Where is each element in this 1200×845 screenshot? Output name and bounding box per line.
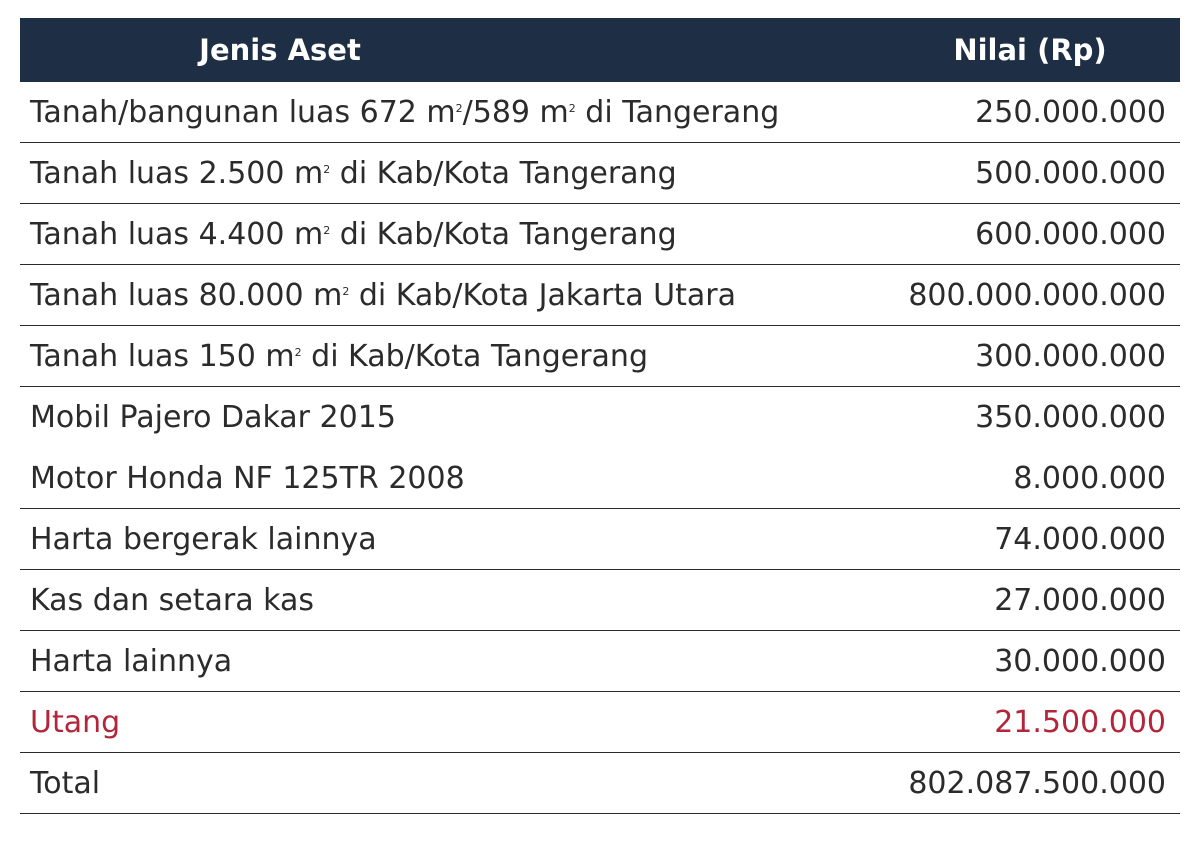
table-row [20, 204, 1180, 265]
table-body [20, 82, 1180, 814]
asset-name-text: Harta bergerak lainnya [30, 521, 377, 557]
asset-name-text: di Kab/Kota Jakarta Utara [349, 277, 736, 313]
asset-name [20, 339, 686, 374]
superscript: 2 [455, 101, 463, 115]
asset-name-text: Tanah luas 150 m [30, 338, 295, 374]
asset-value: 74.000.000 [994, 521, 1166, 557]
asset-value: 8.000.000 [1013, 460, 1166, 496]
asset-name [20, 522, 686, 557]
asset-name [20, 217, 686, 252]
asset-name [20, 156, 686, 191]
asset-name [20, 461, 686, 496]
table-row [20, 692, 1180, 753]
asset-name-text: Tanah/bangunan luas 672 m [30, 94, 456, 130]
asset-value: 250.000.000 [975, 94, 1166, 130]
asset-value: 300.000.000 [975, 338, 1166, 374]
asset-name-text: di Kab/Kota Tangerang [330, 155, 677, 191]
asset-name-text: di Tangerang [575, 94, 780, 130]
table-row [20, 326, 1180, 387]
asset-value: 350.000.000 [975, 400, 1166, 435]
superscript: 2 [568, 101, 576, 115]
table-row [20, 753, 1180, 814]
asset-value: 600.000.000 [975, 216, 1166, 252]
table-row [20, 143, 1180, 204]
asset-name-text: Tanah luas 80.000 m [30, 277, 343, 313]
asset-value: 500.000.000 [975, 155, 1166, 191]
asset-name [20, 278, 736, 313]
asset-name [20, 766, 686, 801]
superscript: 2 [323, 162, 331, 176]
table-row [20, 448, 1180, 509]
header-asset-type [20, 33, 880, 67]
asset-name-text: Total [30, 765, 101, 801]
asset-name-text: Tanah luas 2.500 m [30, 155, 324, 191]
asset-name [20, 644, 686, 679]
asset-value: 802.087.500.000 [908, 765, 1166, 801]
table-row [20, 387, 1180, 448]
asset-name-text: /589 m [462, 94, 569, 130]
asset-name-text: di Kab/Kota Tangerang [301, 338, 648, 374]
table-row [20, 82, 1180, 143]
asset-name-text: Mobil Pajero Dakar 2015 [30, 400, 396, 435]
asset-name [20, 95, 779, 130]
superscript: 2 [323, 223, 331, 237]
table-row [20, 509, 1180, 570]
asset-name-text: Harta lainnya [30, 643, 233, 679]
asset-name-text: Utang [30, 704, 121, 740]
asset-name [20, 400, 686, 435]
header-value: Nilai (Rp) [953, 33, 1107, 67]
asset-name [20, 583, 686, 618]
asset-table [20, 18, 1180, 814]
asset-value: 30.000.000 [994, 643, 1166, 679]
asset-value: 27.000.000 [994, 582, 1166, 618]
asset-value: 800.000.000.000 [908, 277, 1166, 313]
asset-name [20, 705, 686, 740]
table-row [20, 265, 1180, 326]
table-row [20, 631, 1180, 692]
header-asset-label: Jenis Aset [199, 33, 361, 67]
table-header [20, 18, 1180, 82]
asset-name-text: Motor Honda NF 125TR 2008 [30, 460, 465, 496]
superscript: 2 [342, 284, 350, 298]
superscript: 2 [294, 345, 302, 359]
asset-name-text: Tanah luas 4.400 m [30, 216, 324, 252]
table-row [20, 570, 1180, 631]
asset-name-text: Kas dan setara kas [30, 582, 315, 618]
asset-value: 21.500.000 [994, 704, 1166, 740]
asset-name-text: di Kab/Kota Tangerang [330, 216, 677, 252]
